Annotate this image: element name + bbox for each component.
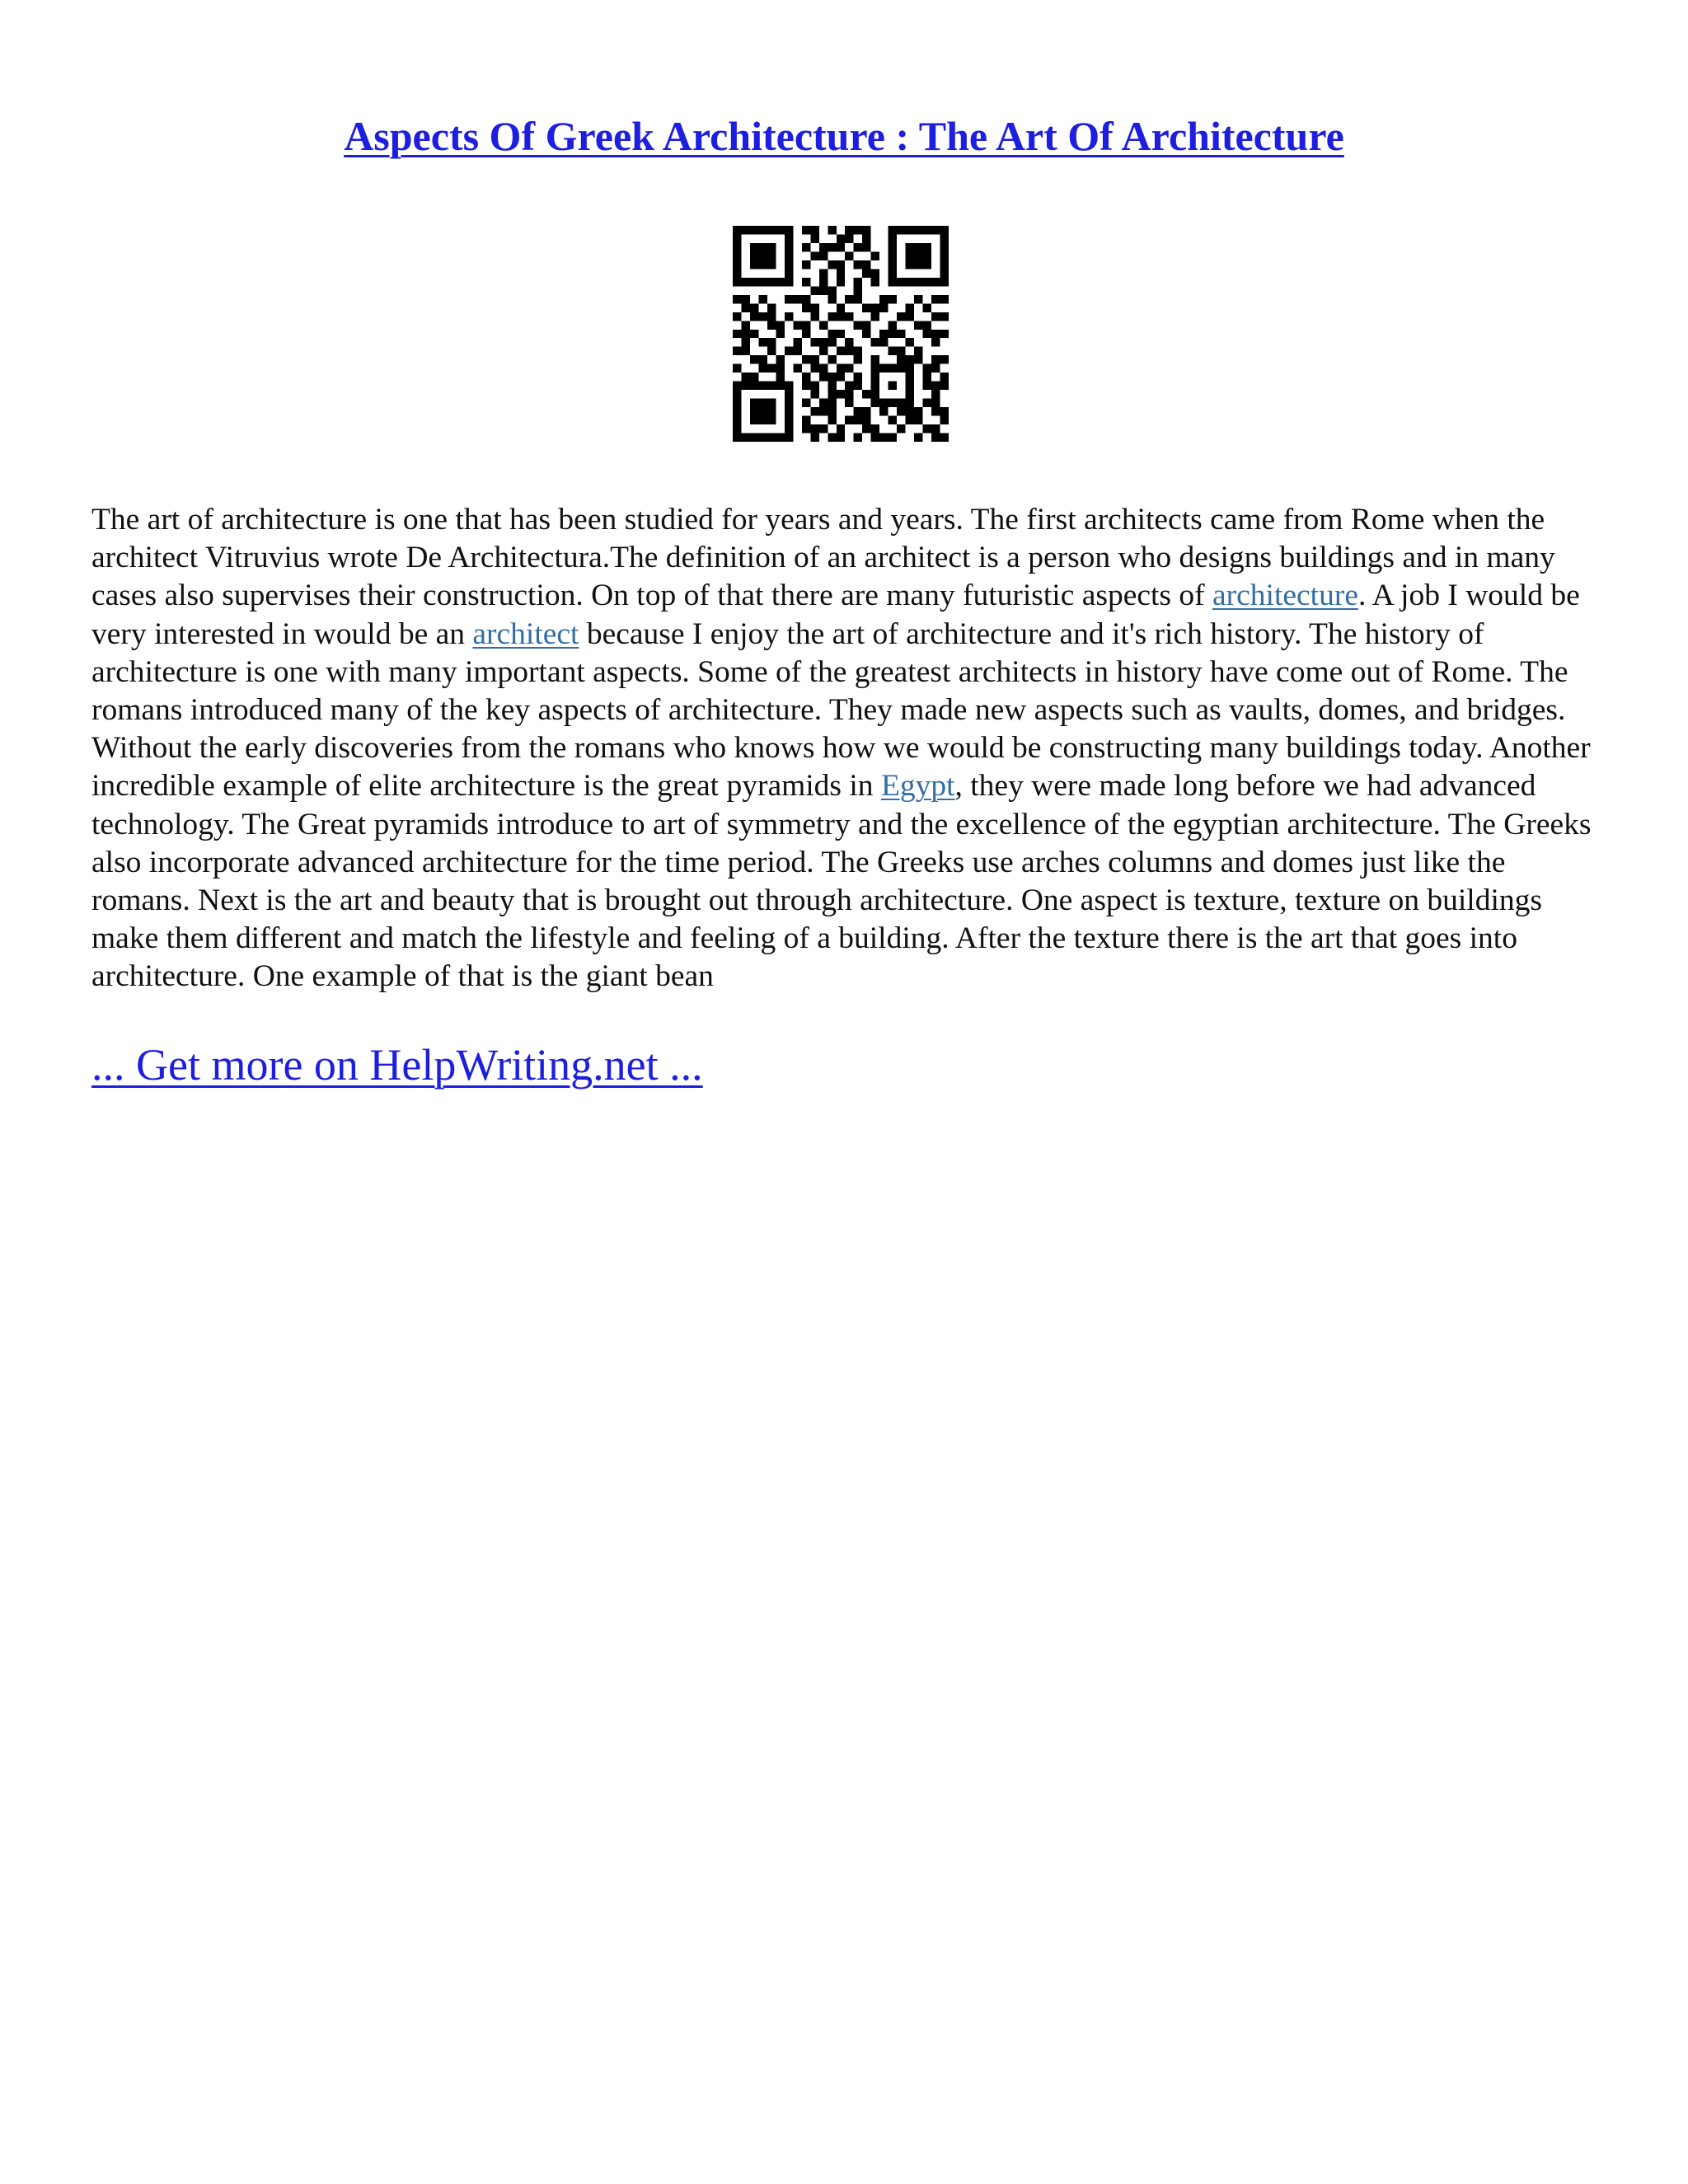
body-text-segment: . A job I would be very interested in would be an <box>91 579 1580 651</box>
qr-code-image <box>733 226 949 442</box>
body-text-segment: , they were made long before we had advanced technology. The Great pyramids introduce to art of symmetry and the excellence of the egyptian architecture. The Greeks also incorporate advanced architecture for the time period. The Greeks use arches columns and domes just like the romans. Next is the art and beauty that is brought out through architecture. One aspect is texture, texture on buildings make them different and match the lifestyle and feeling of a building. After the texture there is the art that goes into architecture. One example of that is the giant bean <box>91 769 1592 994</box>
egypt-link[interactable]: Egypt <box>880 769 955 804</box>
body-paragraph <box>91 501 1600 996</box>
title-link[interactable]: Aspects Of Greek Architecture : The Art Of Architecture <box>344 113 1344 159</box>
body-text-segment: The art of architecture is one that has been studied for years and years. The first architects came from Rome when the architect Vitruvius wrote De Architectura.The definition of an architect is a person who designs buildings and in many cases also supervises their construction. On top of that there are many futuristic aspects of <box>91 503 1555 613</box>
architect-link[interactable]: architect <box>472 616 579 651</box>
document-title <box>0 107 1688 165</box>
body-text-segment: because I enjoy the art of architecture and it's rich history. The history of architecture is one with many important aspects. Some of the greatest architects in history have come out of Rome. The romans introduced many of the key aspects of architecture. They made new aspects such as vaults, domes, and bridges. Without the early discoveries from the romans who knows how we would be constructing many buildings today. Another incredible example of elite architecture is the great pyramids in <box>91 616 1591 804</box>
architecture-link[interactable]: architecture <box>1212 579 1358 613</box>
get-more-link[interactable]: ... Get more on HelpWriting.net ... <box>91 1040 703 1090</box>
